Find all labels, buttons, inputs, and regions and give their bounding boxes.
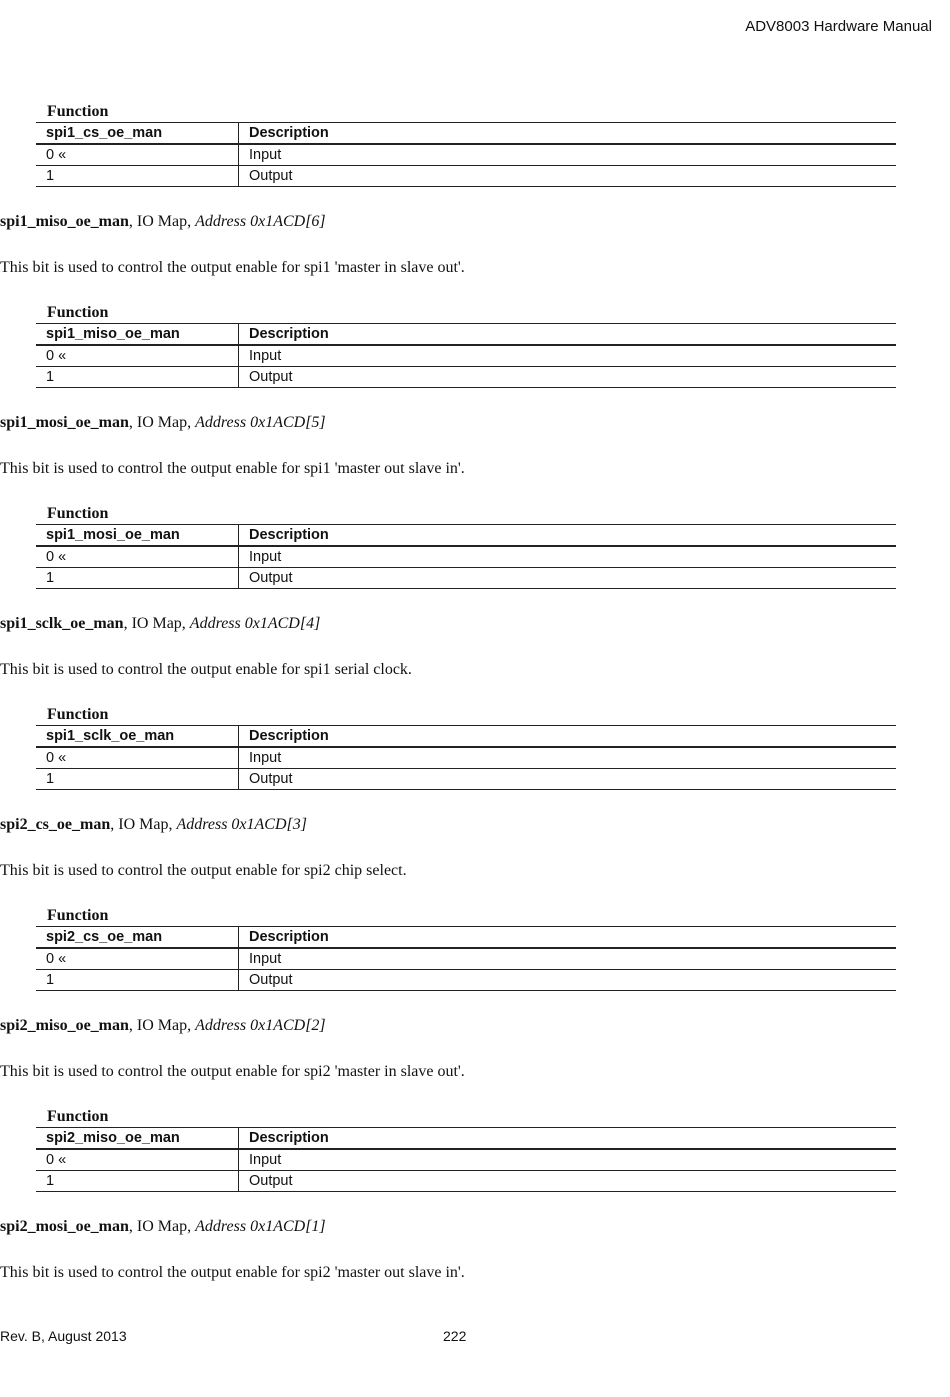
function-table-grid [36, 524, 896, 589]
description-cell: Input [239, 144, 897, 166]
table-row [36, 166, 896, 187]
description-header: Description [239, 123, 897, 145]
table-row [36, 747, 896, 769]
register-name: spi2_miso_oe_man [0, 1017, 129, 1034]
function-label: Function [47, 907, 109, 924]
function-table [36, 906, 896, 991]
description-cell: Output [239, 769, 897, 790]
function-label: Function [47, 706, 109, 723]
register-heading [0, 1217, 326, 1237]
register-name: spi2_mosi_oe_man [0, 1218, 129, 1235]
function-table [36, 102, 896, 187]
register-description: This bit is used to control the output enable for spi1 'master in slave out'. [0, 259, 465, 276]
register-address: Address 0x1ACD[5] [195, 414, 326, 431]
function-table [36, 1107, 896, 1192]
register-description: This bit is used to control the output enable for spi2 'master out slave in'. [0, 1264, 465, 1281]
register-map: , IO Map, [110, 816, 177, 833]
function-label: Function [47, 304, 109, 321]
function-table [36, 303, 896, 388]
function-label: Function [47, 1108, 109, 1125]
value-cell: 0 « [36, 1149, 239, 1171]
table-row [36, 1149, 896, 1171]
value-cell: 1 [36, 166, 239, 187]
function-label: Function [47, 505, 109, 522]
description-cell: Input [239, 345, 897, 367]
function-table-grid [36, 1127, 896, 1192]
table-row [36, 948, 896, 970]
table-header-row [36, 1128, 896, 1150]
function-table-grid [36, 122, 896, 187]
register-address: Address 0x1ACD[1] [195, 1218, 326, 1235]
register-address: Address 0x1ACD[6] [195, 213, 326, 230]
register-name: spi1_sclk_oe_man [0, 615, 124, 632]
description-cell: Input [239, 1149, 897, 1171]
table-header-row [36, 927, 896, 949]
table-row [36, 769, 896, 790]
function-label: Function [47, 103, 109, 120]
register-heading [0, 413, 326, 433]
register-name: spi2_cs_oe_man [0, 816, 111, 833]
value-cell: 1 [36, 568, 239, 589]
description-header: Description [239, 525, 897, 547]
table-header-row [36, 324, 896, 346]
page-number: 222 [443, 1328, 467, 1344]
register-address: Address 0x1ACD[4] [189, 615, 321, 632]
description-cell: Output [239, 568, 897, 589]
register-address: Address 0x1ACD[2] [195, 1017, 326, 1034]
function-table [36, 705, 896, 790]
register-map: , IO Map, [128, 1017, 196, 1034]
value-cell: 0 « [36, 144, 239, 166]
field-name-header: spi1_cs_oe_man [36, 123, 239, 145]
value-cell: 1 [36, 367, 239, 388]
register-map: , IO Map, [123, 615, 190, 632]
register-name: spi1_miso_oe_man [0, 213, 129, 230]
description-cell: Input [239, 747, 897, 769]
register-description: This bit is used to control the output enable for spi1 'master out slave in'. [0, 460, 465, 477]
register-map: , IO Map, [128, 1218, 196, 1235]
register-map: , IO Map, [128, 213, 196, 230]
register-map: , IO Map, [128, 414, 196, 431]
function-table-grid [36, 323, 896, 388]
field-name-header: spi1_sclk_oe_man [36, 726, 239, 748]
table-row [36, 144, 896, 166]
revision-footer: Rev. B, August 2013 [0, 1328, 127, 1344]
description-header: Description [239, 1128, 897, 1150]
table-row [36, 367, 896, 388]
description-cell: Output [239, 166, 897, 187]
table-row [36, 546, 896, 568]
function-table [36, 504, 896, 589]
table-header-row [36, 726, 896, 748]
description-header: Description [239, 324, 897, 346]
table-header-row [36, 525, 896, 547]
register-heading [0, 1016, 326, 1036]
description-cell: Output [239, 970, 897, 991]
field-name-header: spi1_mosi_oe_man [36, 525, 239, 547]
value-cell: 1 [36, 970, 239, 991]
description-cell: Output [239, 1171, 897, 1192]
register-description: This bit is used to control the output enable for spi1 serial clock. [0, 661, 412, 678]
table-row [36, 1171, 896, 1192]
description-cell: Output [239, 367, 897, 388]
register-heading [0, 614, 320, 634]
field-name-header: spi2_cs_oe_man [36, 927, 239, 949]
table-header-row [36, 123, 896, 145]
description-header: Description [239, 927, 897, 949]
register-heading [0, 212, 326, 232]
function-table-grid [36, 725, 896, 790]
value-cell: 1 [36, 1171, 239, 1192]
register-name: spi1_mosi_oe_man [0, 414, 129, 431]
register-description: This bit is used to control the output enable for spi2 'master in slave out'. [0, 1063, 465, 1080]
table-row [36, 568, 896, 589]
document-header-title: ADV8003 Hardware Manual [745, 18, 932, 35]
description-cell: Input [239, 948, 897, 970]
field-name-header: spi1_miso_oe_man [36, 324, 239, 346]
register-description: This bit is used to control the output enable for spi2 chip select. [0, 862, 407, 879]
function-table-grid [36, 926, 896, 991]
table-row [36, 345, 896, 367]
value-cell: 0 « [36, 345, 239, 367]
description-cell: Input [239, 546, 897, 568]
table-row [36, 970, 896, 991]
field-name-header: spi2_miso_oe_man [36, 1128, 239, 1150]
value-cell: 1 [36, 769, 239, 790]
value-cell: 0 « [36, 948, 239, 970]
value-cell: 0 « [36, 747, 239, 769]
register-address: Address 0x1ACD[3] [176, 816, 307, 833]
register-heading [0, 815, 307, 835]
value-cell: 0 « [36, 546, 239, 568]
description-header: Description [239, 726, 897, 748]
